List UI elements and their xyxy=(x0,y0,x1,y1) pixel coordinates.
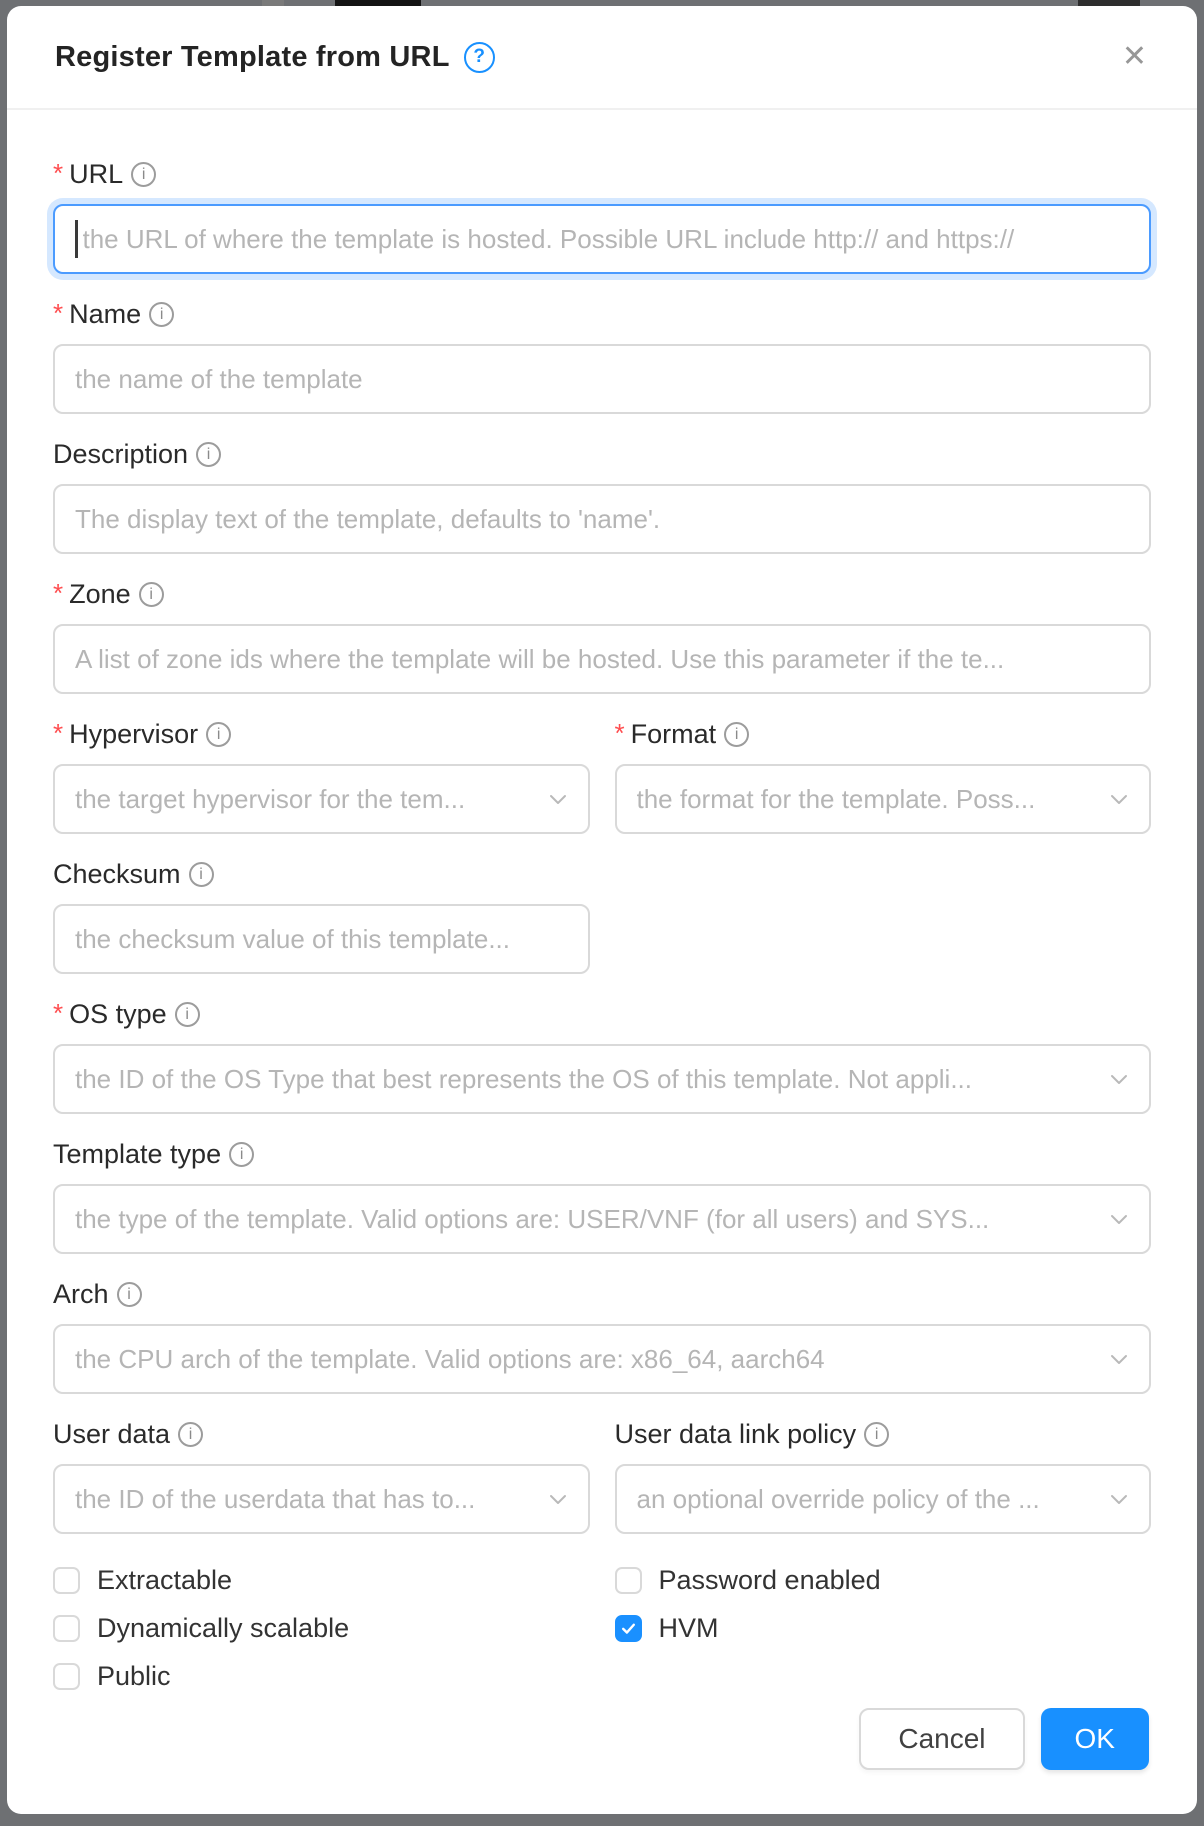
userdatapolicy-select-placeholder: an optional override policy of the ... xyxy=(636,1483,1040,1514)
field-ostype-label: OS type xyxy=(69,999,167,1029)
field-checksum xyxy=(53,858,590,974)
modal-footer xyxy=(7,1708,1197,1814)
field-hypervisor xyxy=(53,718,590,834)
chevron-down-icon xyxy=(1107,1067,1131,1091)
modal-title: Register Template from URL xyxy=(55,40,450,73)
checksum-input[interactable] xyxy=(53,904,590,974)
required-asterisk: * xyxy=(53,997,64,1028)
field-checksum-label: Checksum xyxy=(53,859,181,889)
checkbox-area xyxy=(53,1562,1151,1695)
modal-header xyxy=(7,6,1197,110)
register-template-modal xyxy=(7,6,1197,1814)
checkbox-password-enabled[interactable] xyxy=(615,1562,1152,1599)
checkbox-hvm[interactable] xyxy=(615,1610,1152,1647)
userdata-select[interactable] xyxy=(53,1464,590,1534)
url-input[interactable] xyxy=(53,204,1151,274)
field-description-label-row xyxy=(53,438,1151,471)
field-templatetype-label: Template type xyxy=(53,1139,222,1169)
field-name xyxy=(53,298,1151,414)
checkbox-box[interactable] xyxy=(53,1663,80,1690)
info-icon[interactable]: i xyxy=(206,722,231,747)
info-icon[interactable]: i xyxy=(139,582,164,607)
field-userdatapolicy xyxy=(615,1418,1152,1534)
field-arch xyxy=(53,1278,1151,1394)
chevron-down-icon xyxy=(546,787,570,811)
info-icon[interactable]: i xyxy=(229,1142,254,1167)
checkbox-box[interactable] xyxy=(53,1615,80,1642)
info-icon[interactable]: i xyxy=(149,302,174,327)
ostype-select-placeholder: the ID of the OS Type that best represents the OS of this template. Not appli... xyxy=(75,1063,972,1094)
field-url-label-row xyxy=(53,158,1151,191)
checkbox-box[interactable] xyxy=(615,1615,642,1642)
info-icon[interactable]: i xyxy=(131,162,156,187)
field-format xyxy=(615,718,1152,834)
arch-select[interactable] xyxy=(53,1324,1151,1394)
checkbox-extractable[interactable] xyxy=(53,1562,590,1599)
chevron-down-icon xyxy=(1107,1207,1131,1231)
info-icon[interactable]: i xyxy=(189,862,214,887)
field-zone xyxy=(53,578,1151,694)
required-asterisk: * xyxy=(53,297,64,328)
userdatapolicy-select[interactable] xyxy=(615,1464,1152,1534)
info-icon[interactable]: i xyxy=(178,1422,203,1447)
hypervisor-format-row xyxy=(53,718,1151,858)
field-arch-label: Arch xyxy=(53,1279,109,1309)
ostype-select[interactable] xyxy=(53,1044,1151,1114)
field-templatetype xyxy=(53,1138,1151,1254)
ok-button[interactable]: OK xyxy=(1041,1708,1149,1770)
chevron-down-icon xyxy=(1107,787,1131,811)
required-asterisk: * xyxy=(614,717,625,748)
field-name-label: Name xyxy=(69,299,142,329)
url-input-placeholder: the URL of where the template is hosted. Possible URL include http:// and https:// xyxy=(82,223,1015,254)
field-ostype xyxy=(53,998,1151,1114)
userdata-row xyxy=(53,1418,1151,1558)
arch-select-placeholder: the CPU arch of the template. Valid options are: x86_64, aarch64 xyxy=(75,1343,825,1374)
hypervisor-select[interactable] xyxy=(53,764,590,834)
field-userdata-label: User data xyxy=(53,1419,171,1449)
field-url-label: URL xyxy=(69,159,124,189)
close-icon[interactable]: ✕ xyxy=(1121,40,1147,73)
checkbox-label[interactable]: Public xyxy=(97,1661,171,1691)
info-icon[interactable]: i xyxy=(724,722,749,747)
description-input[interactable] xyxy=(53,484,1151,554)
modal-form xyxy=(7,110,1197,1708)
required-asterisk: * xyxy=(53,157,64,188)
info-icon[interactable]: i xyxy=(117,1282,142,1307)
zone-select[interactable] xyxy=(53,624,1151,694)
field-userdata xyxy=(53,1418,590,1534)
name-input[interactable] xyxy=(53,344,1151,414)
text-cursor xyxy=(75,220,78,258)
chevron-down-icon xyxy=(546,1487,570,1511)
templatetype-select-placeholder: the type of the template. Valid options are: USER/VNF (for all users) and SYS... xyxy=(75,1203,990,1234)
info-icon[interactable]: i xyxy=(864,1422,889,1447)
field-arch-label-row xyxy=(53,1278,1151,1311)
info-icon[interactable]: i xyxy=(196,442,221,467)
chevron-down-icon xyxy=(1107,1347,1131,1371)
checkbox-label[interactable]: Dynamically scalable xyxy=(97,1613,350,1643)
checkbox-dynamically-scalable[interactable] xyxy=(53,1610,590,1647)
help-circle-icon[interactable]: ? xyxy=(464,42,495,73)
field-description-label: Description xyxy=(53,439,189,469)
checkbox-column-right xyxy=(615,1562,1152,1695)
format-select-placeholder: the format for the template. Poss... xyxy=(636,783,1036,814)
required-asterisk: * xyxy=(53,717,64,748)
checkbox-label[interactable]: Extractable xyxy=(97,1565,233,1595)
field-zone-label: Zone xyxy=(69,579,131,609)
checkbox-label[interactable]: HVM xyxy=(658,1613,719,1643)
field-hypervisor-label: Hypervisor xyxy=(69,719,199,749)
field-userdatapolicy-label-row xyxy=(615,1418,1152,1451)
format-select[interactable] xyxy=(615,764,1152,834)
userdata-select-placeholder: the ID of the userdata that has to... xyxy=(75,1483,476,1514)
field-userdata-label-row xyxy=(53,1418,590,1451)
field-checksum-label-row xyxy=(53,858,590,891)
field-name-label-row xyxy=(53,298,1151,331)
field-description xyxy=(53,438,1151,554)
field-hypervisor-label-row xyxy=(53,718,590,751)
field-ostype-label-row xyxy=(53,998,1151,1031)
checkbox-public[interactable] xyxy=(53,1658,590,1695)
field-format-label: Format xyxy=(630,719,717,749)
checkbox-box[interactable] xyxy=(615,1567,642,1594)
hypervisor-select-placeholder: the target hypervisor for the tem... xyxy=(75,783,466,814)
required-asterisk: * xyxy=(53,577,64,608)
field-zone-label-row xyxy=(53,578,1151,611)
field-userdatapolicy-label: User data link policy xyxy=(614,1419,857,1449)
chevron-down-icon xyxy=(1107,1487,1131,1511)
cancel-button[interactable]: Cancel xyxy=(859,1708,1024,1770)
templatetype-select[interactable] xyxy=(53,1184,1151,1254)
checkbox-box[interactable] xyxy=(53,1567,80,1594)
field-templatetype-label-row xyxy=(53,1138,1151,1171)
checkbox-column-left xyxy=(53,1562,590,1695)
field-format-label-row xyxy=(615,718,1152,751)
info-icon[interactable]: i xyxy=(175,1002,200,1027)
field-url xyxy=(53,158,1151,274)
checkbox-label[interactable]: Password enabled xyxy=(658,1565,881,1595)
